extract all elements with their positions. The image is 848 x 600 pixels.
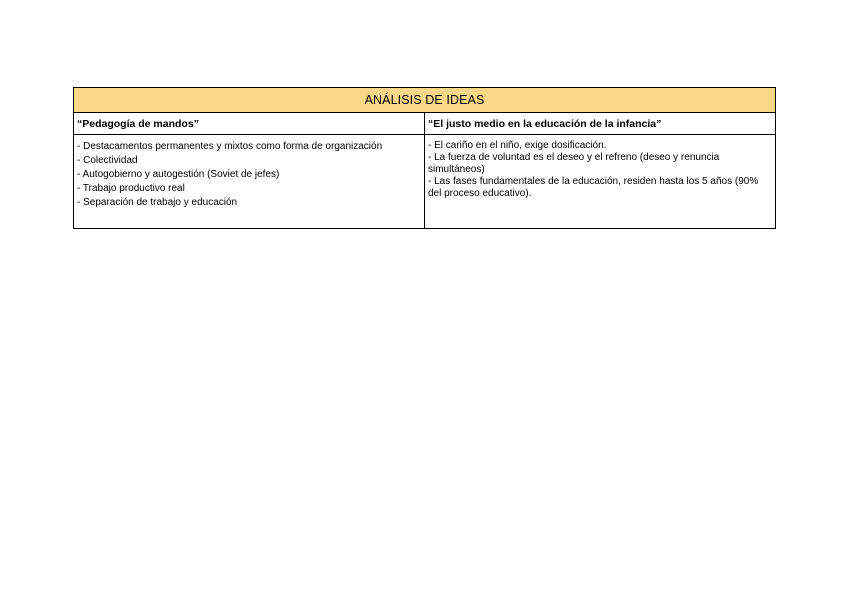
table-title: ANÁLISIS DE IDEAS <box>74 88 776 113</box>
list-item: - Separación de trabajo y educación <box>77 197 238 208</box>
list-item: - Trabajo productivo real <box>77 183 185 194</box>
column-body-justo-medio <box>425 135 776 229</box>
list-item: - Colectividad <box>77 155 138 166</box>
list-item: - Destacamentos permanentes y mixtos como forma de organización <box>77 141 383 152</box>
list-item: - Autogobierno y autogestión (Soviet de jefes) <box>77 169 280 180</box>
list-item: - El cariño en el niño, exige dosificación. <box>428 140 607 151</box>
list-item: - Las fases fundamentales de la educación, residen hasta los 5 años (90% del proceso educativo). <box>428 176 759 199</box>
list-item: - La fuerza de voluntad es el deseo y el refreno (deseo y renuncia simultáneos) <box>428 152 720 175</box>
column-header-justo-medio: “El justo medio en la educación de la infancia” <box>425 113 776 135</box>
column-header-pedagogia-de-mandos: “Pedagogía de mandos” <box>74 113 425 135</box>
column-body-pedagogia-de-mandos <box>74 135 425 229</box>
ideas-analysis-table <box>73 87 776 229</box>
